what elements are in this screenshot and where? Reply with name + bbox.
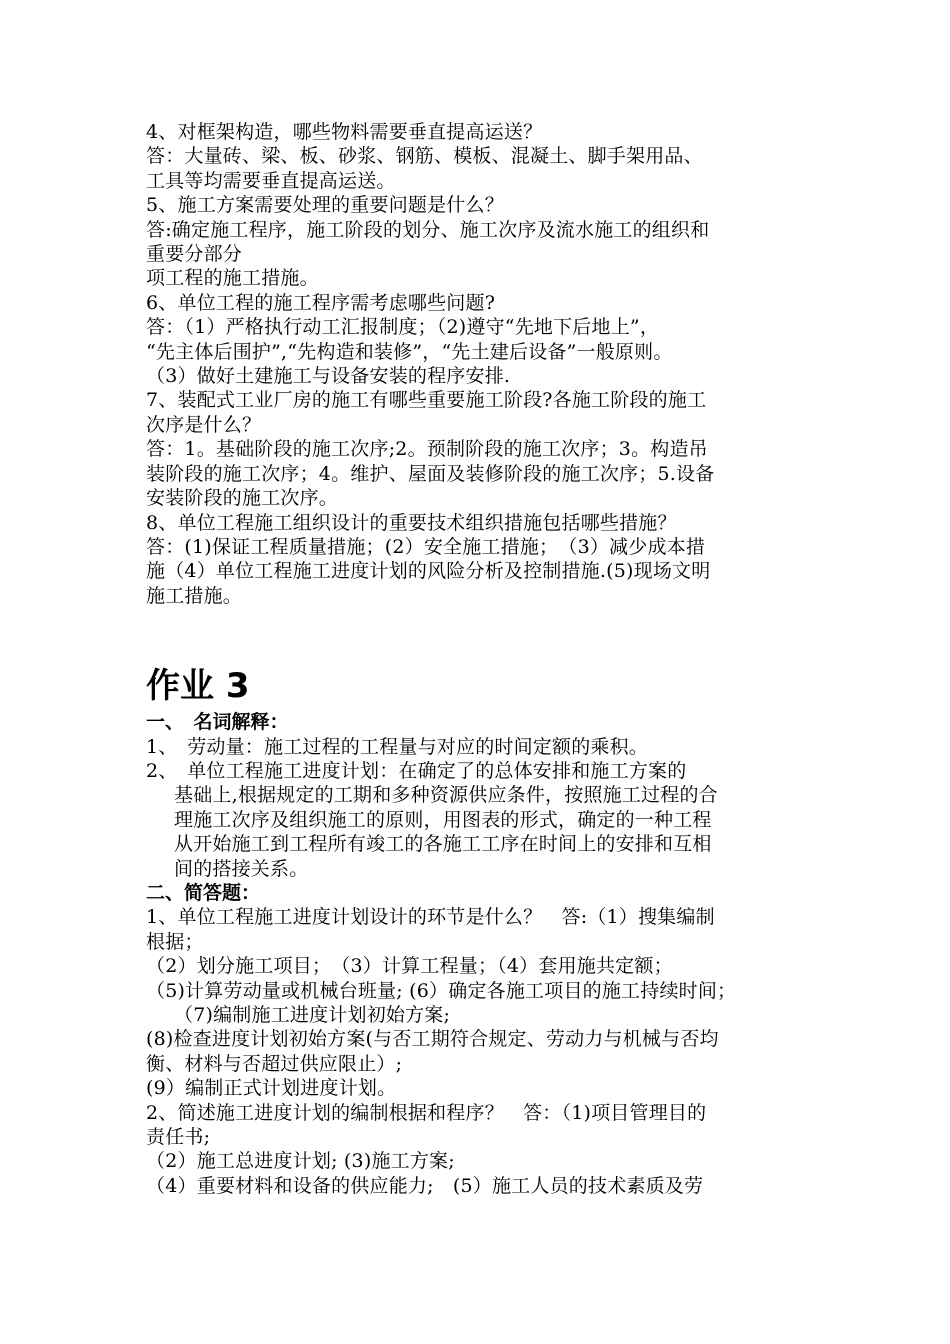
short-answer-1-line-3: （2）划分施工项目； （3）计算工程量；（4）套用施共定额；	[146, 955, 673, 978]
answer-7-line-2: 装阶段的施工次序；4。维护、屋面及装修阶段的施工次序；5.设备	[146, 462, 715, 485]
short-answer-2-line-4: （4）重要材料和设备的供应能力; (5）施工人员的技术素质及劳	[146, 1174, 704, 1197]
answer-5-line-2: 重要分部分	[146, 243, 243, 266]
question-8: 8、单位工程施工组织设计的重要技术组织措施包括哪些措施？	[146, 511, 677, 534]
term-2-cont-3: 从开始施工到工程所有竣工的各施工工序在时间上的安排和互相	[174, 833, 712, 856]
question-7-line-1: 7、装配式工业厂房的施工有哪些重要施工阶段?各施工阶段的施工	[146, 389, 707, 412]
answer-6-line-3: （3）做好土建施工与设备安装的程序安排.	[146, 365, 511, 388]
short-answer-2-line-2: 责任书;	[146, 1126, 211, 1149]
homework-title: 作业 3	[146, 666, 250, 707]
answer-5-line-1: 答:确定施工程序，施工阶段的划分、施工次序及流水施工的组织和	[146, 218, 710, 241]
question-6: 6、单位工程的施工程序需考虑哪些问题?	[146, 291, 496, 314]
answer-7-line-3: 安装阶段的施工次序。	[146, 487, 339, 510]
short-answer-1-line-4: （5)计算劳动量或机械台班量; (6）确定各施工项目的施工持续时间；	[146, 979, 737, 1002]
short-answer-1-line-5: （7)编制施工进度计划初始方案;	[174, 1004, 451, 1026]
part1-heading: 一、 名词解释：	[146, 711, 289, 734]
term-2-cont-1: 基础上,根据规定的工期和多种资源供应条件，按照施工过程的合	[174, 784, 718, 807]
term-2: 2、 单位工程施工进度计划：在确定了的总体安排和施工方案的	[146, 759, 687, 782]
answer-6-line-2: “先主体后围护”,“先构造和装修”，“先土建后设备”一般原则。	[146, 340, 673, 363]
term-2-cont-4: 间的搭接关系。	[174, 857, 309, 880]
section-spacer	[146, 608, 811, 664]
short-answer-2-line-1: 2、简述施工进度计划的编制根据和程序？ 答：（1)项目管理目的	[146, 1101, 707, 1124]
short-answer-1-line-2: 根据；	[146, 930, 204, 953]
answer-7-line-1: 答：1。基础阶段的施工次序;2。预制阶段的施工次序；3。构造吊	[146, 438, 708, 461]
answer-6-line-1: 答：（1）严格执行动工汇报制度；（2)遵守“先地下后地上”，	[146, 316, 660, 339]
question-5: 5、施工方案需要处理的重要问题是什么？	[146, 194, 504, 217]
short-answer-1-line-6: (8)检查进度计划初始方案(与否工期符合规定、劳动力与机械与否均	[146, 1028, 719, 1051]
term-2-cont-2: 理施工次序及组织施工的原则，用图表的形式，确定的一种工程	[174, 808, 712, 831]
short-answer-1-line-8: (9）编制正式计划进度计划。	[146, 1077, 397, 1100]
qa-section	[146, 120, 811, 608]
term-1: 1、 劳动量：施工过程的工程量与对应的时间定额的乘积。	[146, 735, 648, 758]
short-answer-1-line-1: 1、单位工程施工进度计划设计的环节是什么？ 答:（1）搜集编制	[146, 906, 715, 929]
document-page	[146, 120, 811, 1198]
question-7-line-2: 次序是什么？	[146, 413, 262, 436]
answer-8-line-2: 施（4）单位工程施工进度计划的风险分析及控制措施.(5)现场文明	[146, 560, 711, 583]
answer-4-line-1: 答：大量砖、梁、板、砂浆、钢筋、模板、混凝土、脚手架用品、	[146, 145, 703, 168]
answer-8-line-3: 施工措施。	[146, 584, 243, 607]
short-answer-1-line-7: 衡、材料与否超过供应限止）;	[146, 1052, 403, 1075]
question-4: 4、对框架构造，哪些物料需要垂直提高运送？	[146, 121, 543, 143]
answer-5-line-3: 项工程的施工措施。	[146, 267, 319, 290]
answer-8-line-1: 答：(1)保证工程质量措施；(2）安全施工措施； （3）减少成本措	[146, 535, 706, 558]
part2-heading: 二、简答题：	[146, 881, 261, 904]
short-answer-2-line-3: （2）施工总进度计划; (3)施工方案;	[146, 1150, 455, 1173]
answer-4-line-2: 工具等均需要垂直提高运送。	[146, 169, 396, 192]
